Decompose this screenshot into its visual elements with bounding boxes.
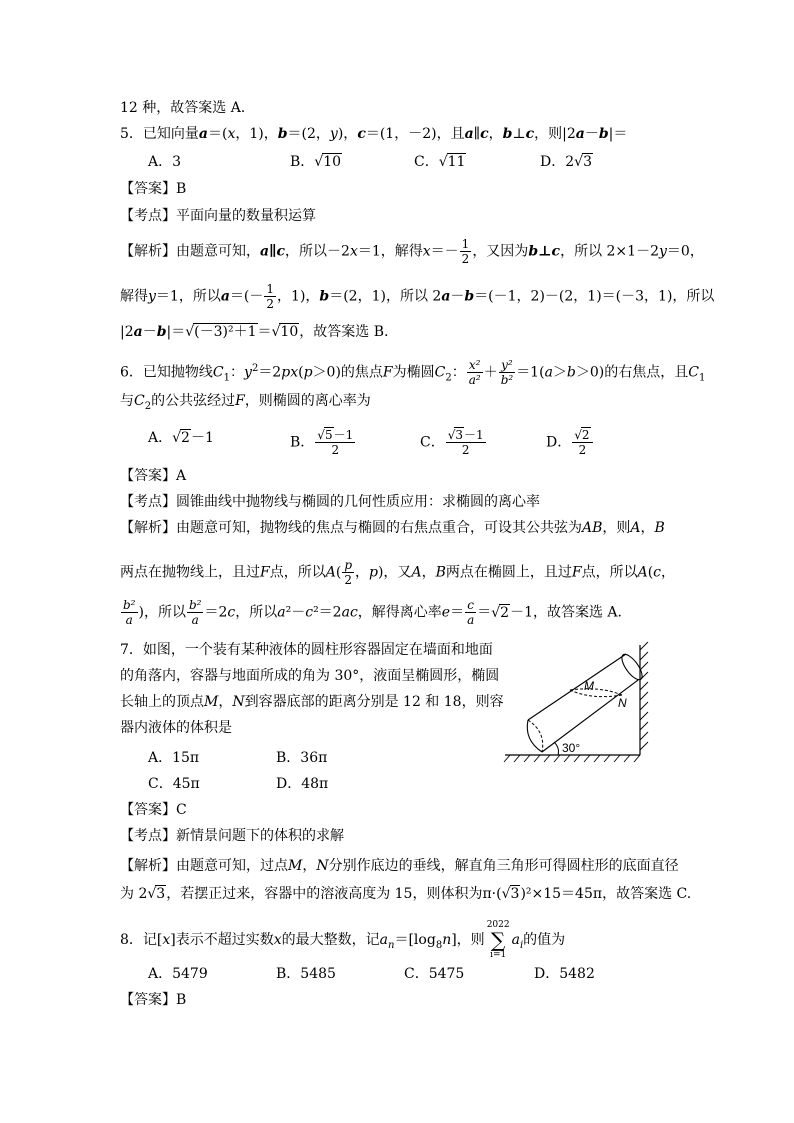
q5-jiexi-3: |2a－b|＝√(－3)²＋1＝√10，故答案选 B. <box>120 324 389 340</box>
q6-option-d: D． $\frac{√2}{2}$ <box>546 428 594 457</box>
q6-jiexi-2: 两点在抛物线上，且过F点，所以A( $\frac{p}{2}$ ，p)，又A，B两点在椭圆上，且过F点，所以A(c， <box>120 558 676 587</box>
cylinder-container-figure <box>500 640 690 765</box>
q7-option-b: B．36π <box>276 750 328 766</box>
q8-option-c: C．5475 <box>404 966 465 982</box>
cylinder-top-ellipse <box>618 651 645 682</box>
question-7-stem-4: 器内液体的体积是 <box>120 720 232 736</box>
question-6-stem: 6．已知抛物线$C_1$：$y^2=2px(p>0)$的焦点F为椭圆$C_2$： $\frac{\text{x²}}{\text{a²}}$ ＋ $\frac{\text{y²}}{\text{b²}}$ ＝1(a＞b＞0)的右焦点，且$C_1$ <box>120 358 706 387</box>
fraction: $\frac{√5-1}{2}$ <box>317 428 354 457</box>
summation: 2022 ∑ i=1 <box>486 920 510 960</box>
fraction: $\frac{\text{b²}}{a}$ <box>123 598 136 627</box>
fraction: $\frac{√3-1}{2}$ <box>447 428 484 457</box>
label-n: N <box>618 696 627 710</box>
liquid-surface-upper <box>570 689 622 695</box>
q5-option-b: B．√10 <box>290 154 342 170</box>
q6-kaodian: 【考点】圆锥曲线中抛物线与椭圆的几何性质应用：求椭圆的离心率 <box>120 494 540 510</box>
label-m: M <box>584 679 594 693</box>
fraction: $\frac{\text{x²}}{\text{a²}}$ <box>468 358 481 387</box>
q8-option-b: B．5485 <box>276 966 336 982</box>
q7-jiexi-1: 【解析】由题意可知，过点M，N分别作底边的垂线，解直角三角形可得圆柱形的底面直径 <box>120 858 679 874</box>
q7-option-c: C．45π <box>148 776 200 792</box>
question-5-stem: 5．已知向量a＝(x，1)，b＝(2，y)，c＝(1，－2)，且a∥c，b⊥c，则|2a－b|＝ <box>120 126 628 142</box>
question-6-stem-2: 与$C_2$的公共弦经过F，则椭圆的离心率为 <box>120 393 371 412</box>
q5-kaodian: 【考点】平面向量的数量积运算 <box>120 208 316 224</box>
cylinder-top-edge <box>528 654 626 720</box>
q6-answer: 【答案】A <box>120 468 187 484</box>
q8-answer: 【答案】B <box>120 992 187 1008</box>
cylinder-base-arc <box>527 720 542 752</box>
q6-jiexi-3: $\frac{\text{b²}}{a}$ )，所以 $\frac{\text{b²}}{a}$ ＝2c，所以a²－c²＝2ac，解得离心率e＝ $\frac{c}{a}$ ＝√2－1，故答案选 A. <box>123 598 622 627</box>
q5-option-c: C．√11 <box>414 154 466 170</box>
angle-arc <box>554 742 559 755</box>
fraction: $\frac{\text{b²}}{a}$ <box>188 598 202 627</box>
q6-option-b: B． $\frac{√5-1}{2}$ <box>290 428 354 457</box>
fraction: $\frac{c}{a}$ <box>467 598 475 627</box>
fraction: $\frac{√2}{2}$ <box>572 428 592 457</box>
fraction: $\frac{\text{y²}}{\text{b²}}$ <box>500 358 514 387</box>
q7-option-a: A．15π <box>148 750 200 766</box>
fraction: $\frac{1}{2}$ <box>461 237 470 266</box>
q6-jiexi-1: 【解析】由题意可知，抛物线的焦点与椭圆的右焦点重合，可设其公共弦为AB，则A，B <box>120 520 665 536</box>
q5-option-a: A．3 <box>148 154 182 170</box>
fraction: $\frac{p}{2}$ <box>344 558 352 587</box>
question-7-stem-2: 的角落内，容器与地面所成的角为 30°，液面呈椭圆形，椭圆 <box>120 668 500 684</box>
q5-answer: 【答案】B <box>120 181 187 197</box>
fraction: $\frac{1}{2}$ <box>266 282 275 311</box>
q5-option-d: D．2√3 <box>540 154 592 170</box>
liquid-surface-lower <box>570 690 622 697</box>
q7-kaodian: 【考点】新情景问题下的体积的求解 <box>120 828 344 844</box>
floor-hatch <box>504 755 640 762</box>
q7-answer: 【答案】C <box>120 802 187 818</box>
wall-hatch <box>640 642 648 750</box>
q5-jiexi-2: 解得y＝1，所以a＝(－ $\frac{1}{2}$ ，1)，b＝(2，1)，所以 2a－b＝(－1，2)－(2，1)＝(－3，1)，所以 <box>120 282 715 311</box>
q8-option-d: D．5482 <box>534 966 595 982</box>
question-7-stem-1: 7．如图，一个装有某种液体的圆柱形容器固定在墙面和地面 <box>120 642 493 658</box>
text: 12 种，故答案选 A． <box>120 100 255 116</box>
question-8-stem: 8．记[x]表示不超过实数x的最大整数，记$a_n=[\log_8n]$，则2022 ∑ $i=1a_i$的值为 <box>120 920 566 960</box>
q8-option-a: A．5479 <box>148 966 208 982</box>
q6-option-c: C． $\frac{√3-1}{2}$ <box>420 428 484 457</box>
question-7-stem-3: 长轴上的顶点M，N到容器底部的距离分别是 12 和 18，则容 <box>120 694 504 710</box>
label-angle: 30° <box>562 741 581 755</box>
q7-jiexi-2: 为 2√3，若摆正过来，容器中的溶液高度为 15，则体积为π·(√3)²×15＝45π，故答案选 C. <box>120 886 692 902</box>
text-line <box>120 98 255 118</box>
q7-option-d: D．48π <box>276 776 329 792</box>
q6-option-a: A．√2－1 <box>148 430 214 446</box>
q5-jiexi-1: 【解析】由题意可知，a∥c，所以－2x＝1，解得x＝－ $\frac{1}{2}$ ，又因为b⊥c，所以 2×1－2y＝0， <box>120 237 704 266</box>
